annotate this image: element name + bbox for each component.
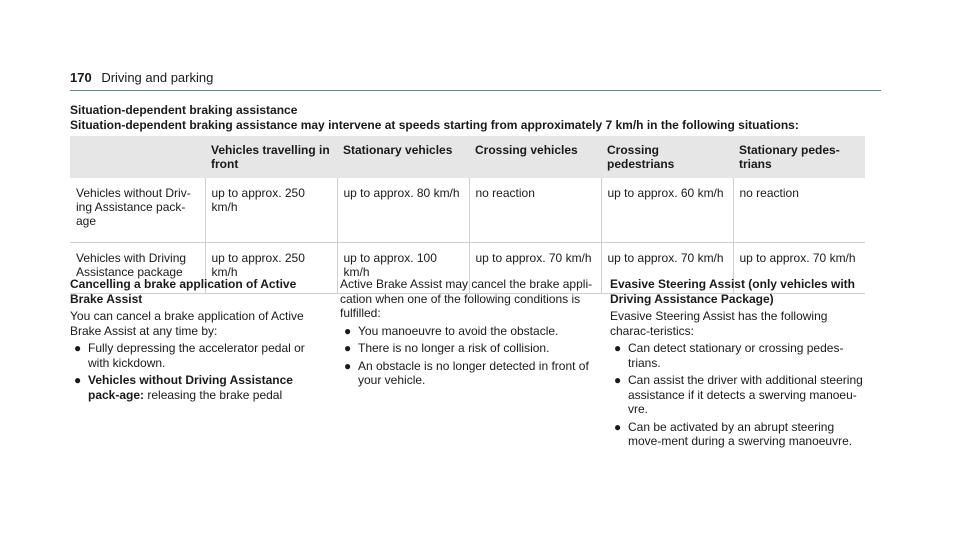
- table-cell: up to approx. 70 km/h: [469, 243, 601, 294]
- section-title: Driving and parking: [101, 70, 214, 85]
- table-cell: no reaction: [733, 178, 865, 243]
- table-row-header: Vehicles without Driv-ing Assistance pack-age: [70, 178, 205, 243]
- evasive-steering-column: [610, 277, 865, 452]
- bullet-icon: ●: [74, 341, 82, 355]
- table-cell: no reaction: [469, 178, 601, 243]
- list-item-bold: Vehicles without Driving Assistance pack-age:: [88, 373, 293, 402]
- list-item: [70, 373, 325, 402]
- table-cell: up to approx. 250 km/h: [205, 178, 337, 243]
- evasive-steering-heading: Evasive Steering Assist (only vehicles with Driving Assistance Package): [610, 277, 855, 306]
- list-item-text: Can assist the driver with additional steering assistance if it detects a swerving manoeu-vre.: [628, 373, 863, 416]
- list-item: [340, 359, 595, 388]
- list-item: [70, 341, 325, 370]
- table-header-cell: [70, 136, 205, 178]
- table-header-cell: Vehicles travelling in front: [205, 136, 337, 178]
- evasive-steering-list: [610, 341, 865, 449]
- bullet-icon: ●: [344, 323, 352, 338]
- list-item-text: Can detect stationary or crossing pedes-trians.: [628, 341, 844, 370]
- auto-cancel-column: [340, 277, 595, 391]
- table-cell: up to approx. 60 km/h: [601, 178, 733, 243]
- page-header: [70, 70, 213, 85]
- cancel-brake-list: [70, 341, 325, 402]
- list-item: [340, 341, 595, 356]
- table-row: [70, 178, 865, 243]
- situation-subtitle: Situation-dependent braking assistance may intervene at speeds starting from approximately 7 km/h in the following situations:: [70, 118, 799, 132]
- bullet-icon: ●: [614, 419, 622, 434]
- list-item-text: You manoeuvre to avoid the obstacle.: [358, 323, 559, 338]
- list-item: [610, 341, 865, 370]
- list-item-text: Can be activated by an abrupt steering move-ment during a swerving manoeuvre.: [628, 419, 853, 448]
- bullet-icon: ●: [74, 373, 82, 387]
- cancel-brake-column: [70, 277, 325, 405]
- table-header-row: [70, 136, 865, 178]
- list-item-text: An obstacle is no longer detected in front of your vehicle.: [358, 358, 589, 387]
- table-header-cell: Crossing pedestrians: [601, 136, 733, 178]
- list-item: [610, 420, 865, 449]
- situation-heading: [70, 103, 799, 133]
- auto-cancel-list: [340, 324, 595, 388]
- bullet-icon: ●: [614, 341, 622, 355]
- table-cell: up to approx. 70 km/h: [601, 243, 733, 294]
- list-item-text: releasing the brake pedal: [144, 387, 283, 402]
- page-number: 170: [70, 70, 92, 85]
- evasive-steering-intro: Evasive Steering Assist has the following charac-teristics:: [610, 309, 828, 338]
- cancel-brake-intro: You can cancel a brake application of Active Brake Assist at any time by:: [70, 309, 304, 338]
- table-cell: up to approx. 250 km/h: [205, 243, 337, 294]
- table-cell: up to approx. 70 km/h: [733, 243, 865, 294]
- bullet-icon: ●: [344, 341, 352, 355]
- table-cell: up to approx. 100 km/h: [337, 243, 469, 294]
- list-item-text: Fully depressing the accelerator pedal or with kickdown.: [88, 341, 305, 370]
- table-header-cell: Crossing vehicles: [469, 136, 601, 178]
- cancel-brake-heading: Cancelling a brake application of Active Brake Assist: [70, 277, 297, 306]
- auto-cancel-intro: Active Brake Assist may cancel the brake appli-cation when one of the following conditions is fulfilled:: [340, 277, 593, 320]
- situation-title: Situation-dependent braking assistance: [70, 103, 298, 117]
- list-item: [610, 373, 865, 417]
- table-cell: up to approx. 80 km/h: [337, 178, 469, 243]
- list-item-text: There is no longer a risk of collision.: [358, 341, 550, 355]
- bullet-icon: ●: [344, 358, 352, 373]
- header-divider: [70, 90, 881, 91]
- table-header-cell: Stationary vehicles: [337, 136, 469, 178]
- list-item: [340, 324, 595, 339]
- braking-situation-table: [70, 136, 865, 294]
- table-row-header: Vehicles with Driving Assistance package: [70, 243, 205, 294]
- table-header-cell: Stationary pedes-trians: [733, 136, 865, 178]
- bullet-icon: ●: [614, 373, 622, 387]
